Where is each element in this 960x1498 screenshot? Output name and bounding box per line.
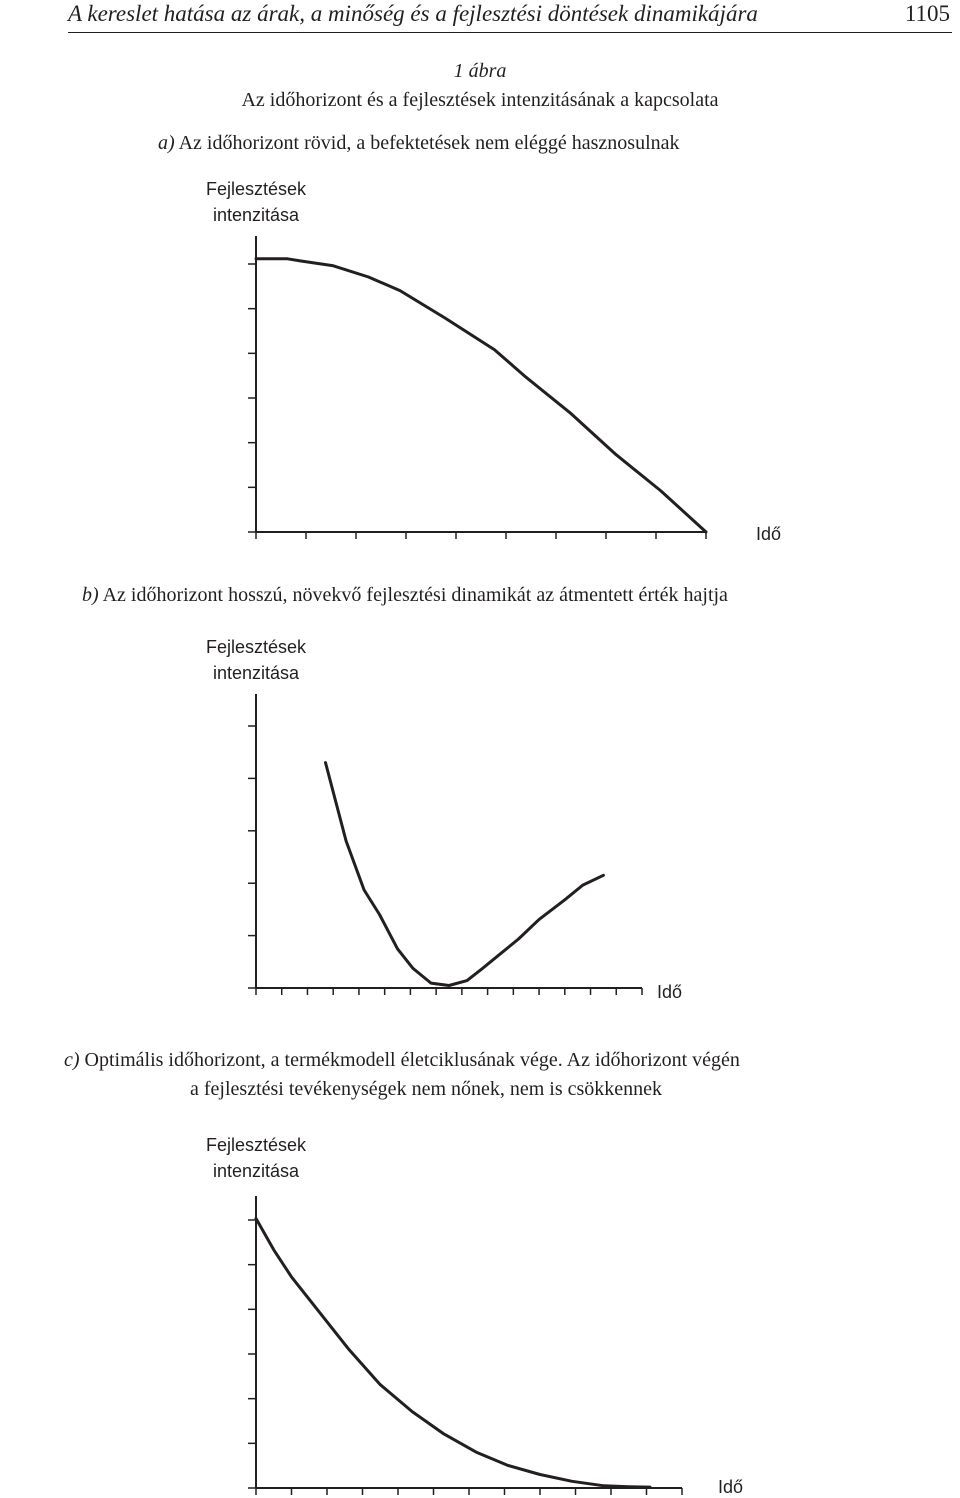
running-title: A kereslet hatása az árak, a minőség és a fejlesztési döntések dinamikájára — [68, 1, 758, 26]
page-number: 1105 — [904, 1, 950, 26]
panel-b-caption-text: Az időhorizont hosszú, növekvő fejlesztési dinamikát az átmentett érték hajtja — [102, 584, 728, 606]
panel-c-caption-text: Optimális időhorizont, a termékmodell életciklusának vége. Az időhorizont végén — [84, 1049, 740, 1071]
panel-c-xlabel: Idő — [718, 1477, 744, 1497]
panel-b-xlabel: Idő — [657, 982, 683, 1002]
panel-a-xlabel: Idő — [756, 524, 782, 544]
panel-c-caption-line2: a fejlesztési tevékenységek nem nőnek, nem is csökkennek — [190, 1078, 663, 1100]
panel-b-letter: b) — [82, 584, 99, 606]
panel-b-ylabel-line2: intenzitása — [212, 663, 300, 683]
figure-title: Az időhorizont és a fejlesztések intenzitásának a kapcsolata — [241, 89, 719, 111]
panel-c-letter: c) — [64, 1049, 80, 1071]
panel-a-ylabel-line2: intenzitása — [212, 205, 300, 225]
panel-a-ylabel-line1: Fejlesztések — [205, 179, 307, 199]
panel-a-caption-text: Az időhorizont rövid, a befektetések nem eléggé hasznosulnak — [178, 132, 680, 154]
figure-label: 1 ábra — [453, 60, 507, 82]
panel-c-series-line — [256, 1219, 650, 1488]
panel-b-ylabel-line1: Fejlesztések — [205, 637, 307, 657]
panel-c-ylabel-line1: Fejlesztések — [205, 1135, 307, 1155]
panel-c-ylabel-line2: intenzitása — [212, 1161, 300, 1181]
panel-a-series-line — [256, 259, 706, 532]
panel-a-letter: a) — [158, 132, 175, 154]
panel-b-series-line — [326, 763, 604, 986]
